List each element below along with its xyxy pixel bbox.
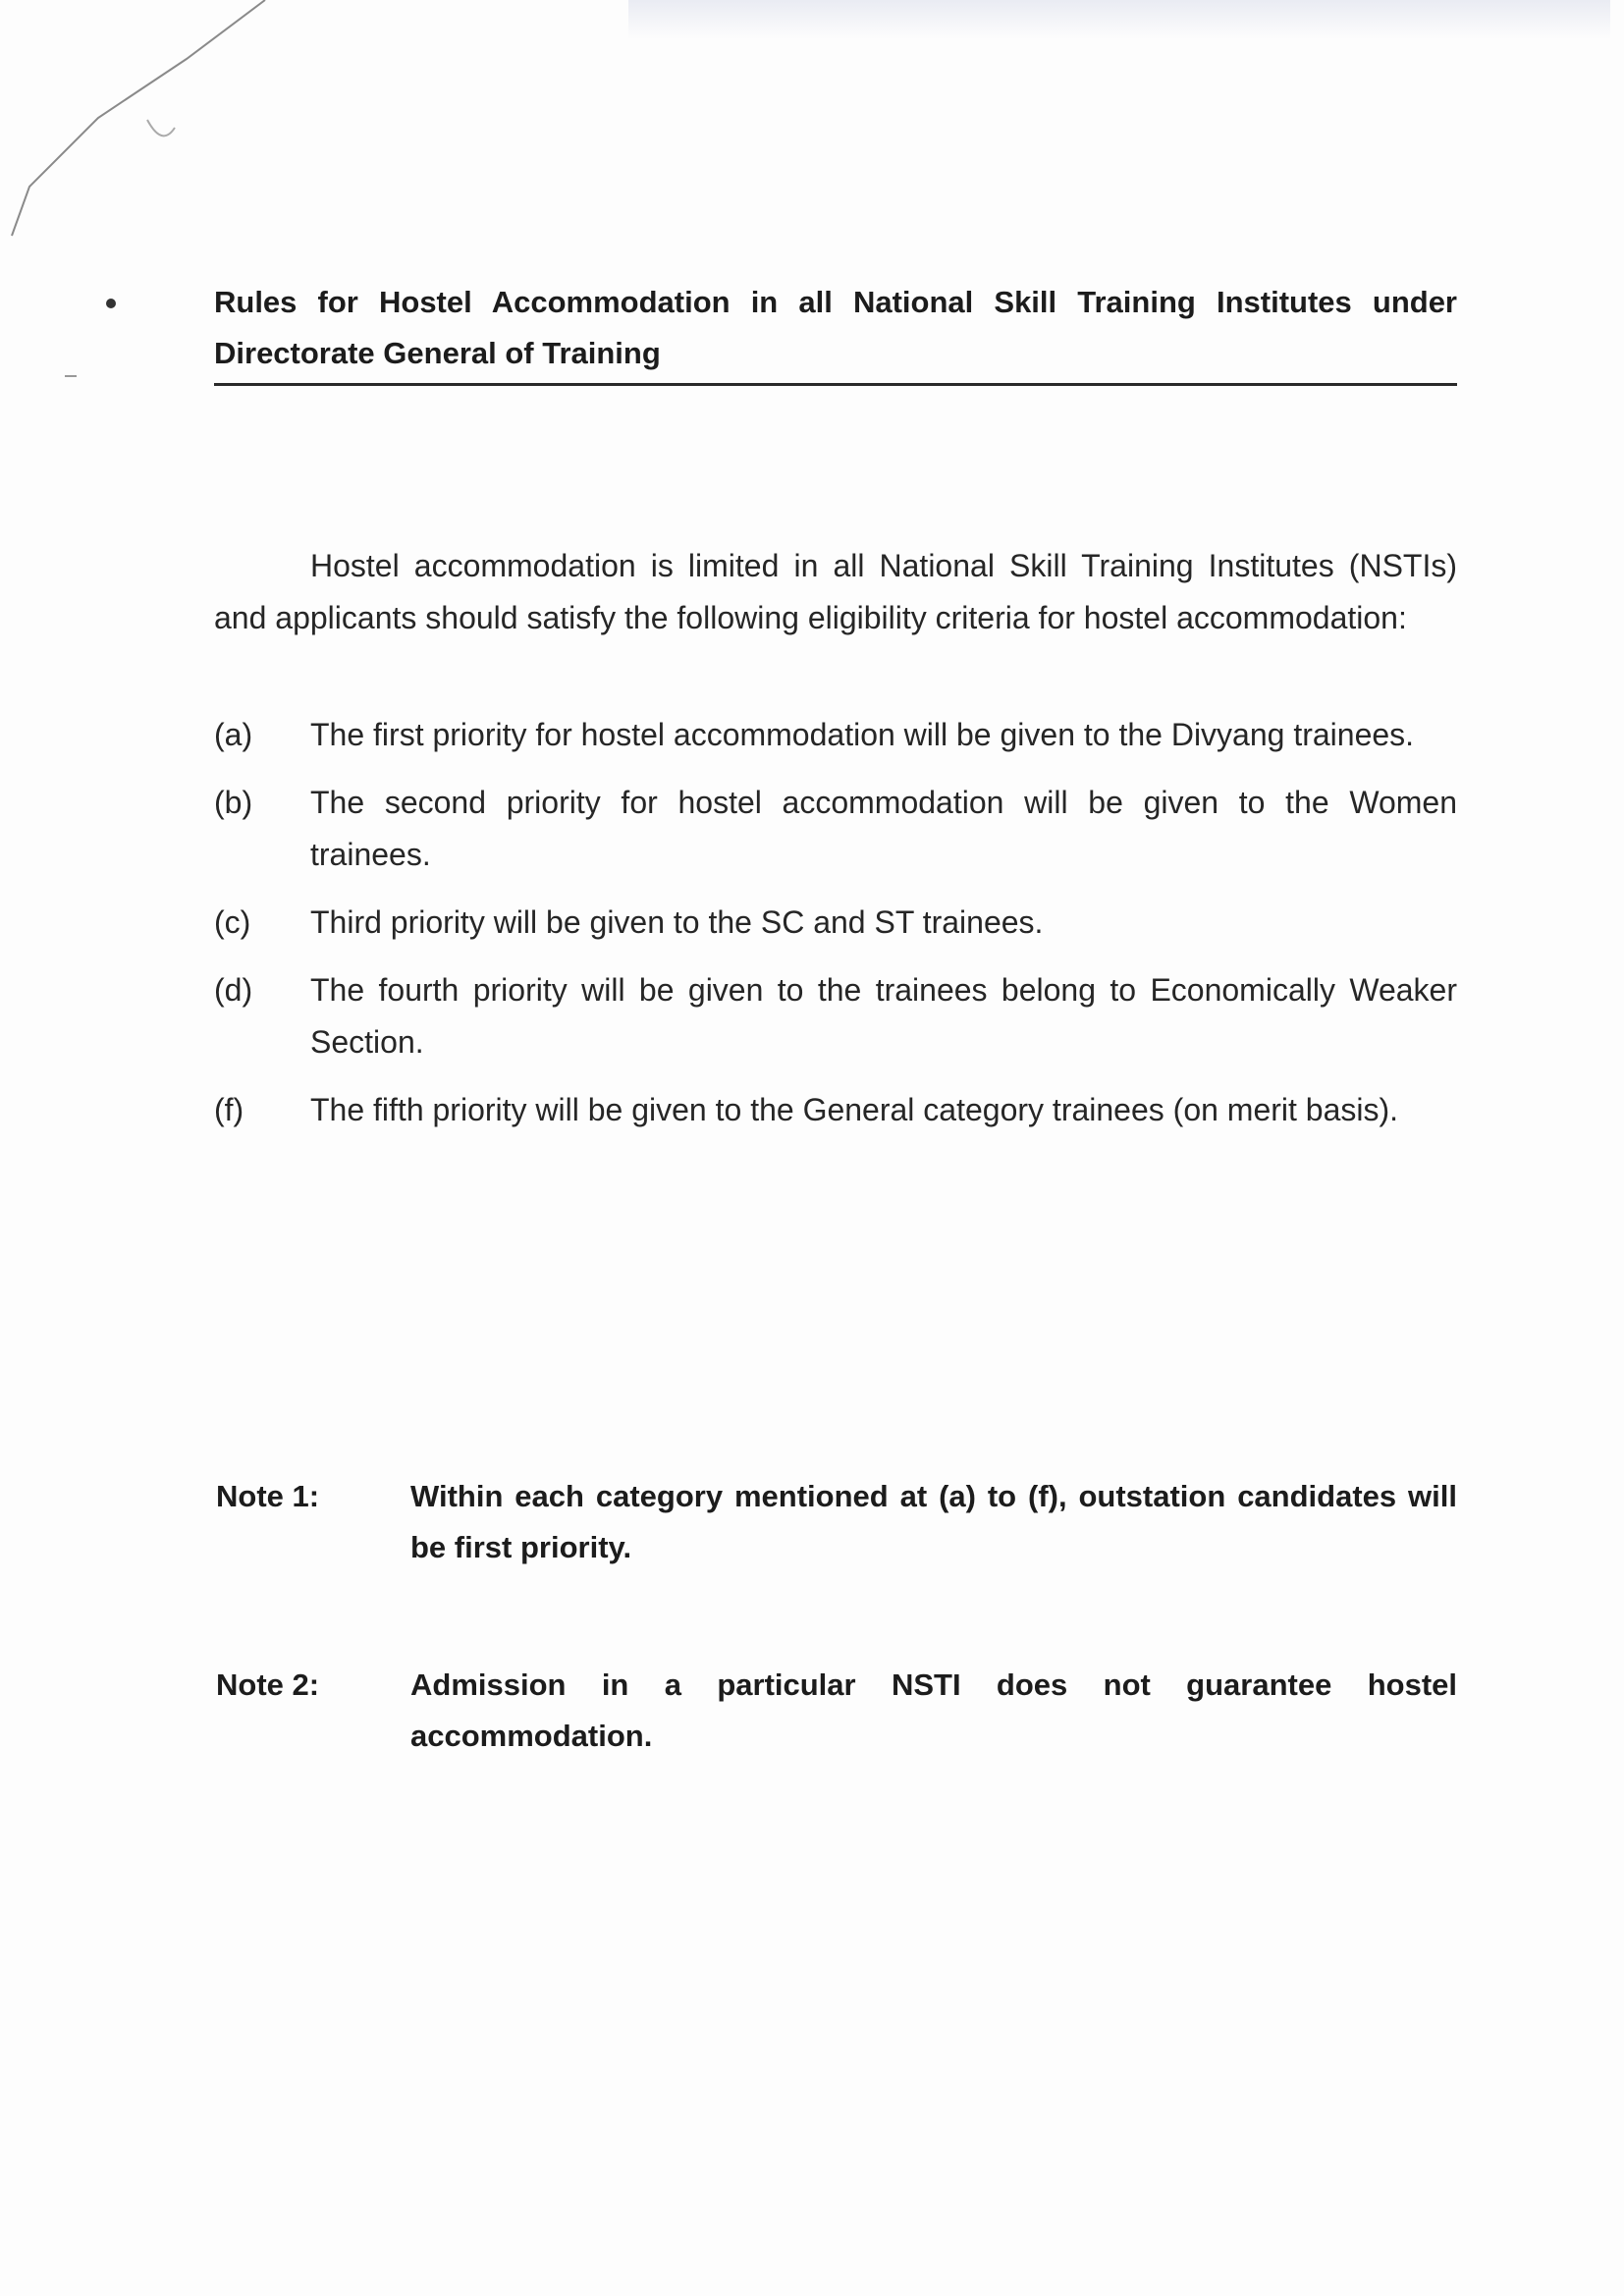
priority-list <box>214 709 1457 1152</box>
note-1 <box>216 1471 1457 1573</box>
list-item <box>214 709 1457 761</box>
stray-mark <box>65 375 77 377</box>
intro-paragraph: Hostel accommodation is limited in all National Skill Training Institutes (NSTIs) and applicants should satisfy the following eligibility criteria for hostel accommodation: <box>214 548 1457 635</box>
item-label: (d) <box>214 972 253 1008</box>
item-label: (a) <box>214 717 253 752</box>
note-text: Within each category mentioned at (a) to (f), outstation candidates will be first priority. <box>410 1479 1457 1564</box>
item-label: (f) <box>214 1092 244 1127</box>
note-text: Admission in a particular NSTI does not guarantee hostel accommodation. <box>410 1667 1457 1753</box>
note-label: Note 2: <box>216 1667 320 1702</box>
note-label: Note 1: <box>216 1479 320 1513</box>
list-item <box>214 964 1457 1068</box>
item-text: The second priority for hostel accommodation will be given to the Women trainees. <box>310 785 1457 872</box>
item-label: (c) <box>214 904 251 940</box>
heading-block <box>214 277 1457 386</box>
scan-shadow <box>628 0 1610 39</box>
item-text: The first priority for hostel accommodation will be given to the Divyang trainees. <box>310 717 1415 752</box>
item-text: The fifth priority will be given to the General category trainees (on merit basis). <box>310 1092 1399 1127</box>
bullet-dot <box>106 299 116 308</box>
document-title: Rules for Hostel Accommodation in all National Skill Training Institutes under Directorate General of Training <box>214 285 1457 370</box>
list-item <box>214 1084 1457 1136</box>
list-item <box>214 777 1457 881</box>
item-label: (b) <box>214 785 253 820</box>
list-item <box>214 897 1457 949</box>
item-text: Third priority will be given to the SC and ST trainees. <box>310 904 1044 940</box>
item-text: The fourth priority will be given to the trainees belong to Economically Weaker Section. <box>310 972 1457 1060</box>
folded-corner-mark <box>0 0 295 255</box>
note-2 <box>216 1660 1457 1762</box>
